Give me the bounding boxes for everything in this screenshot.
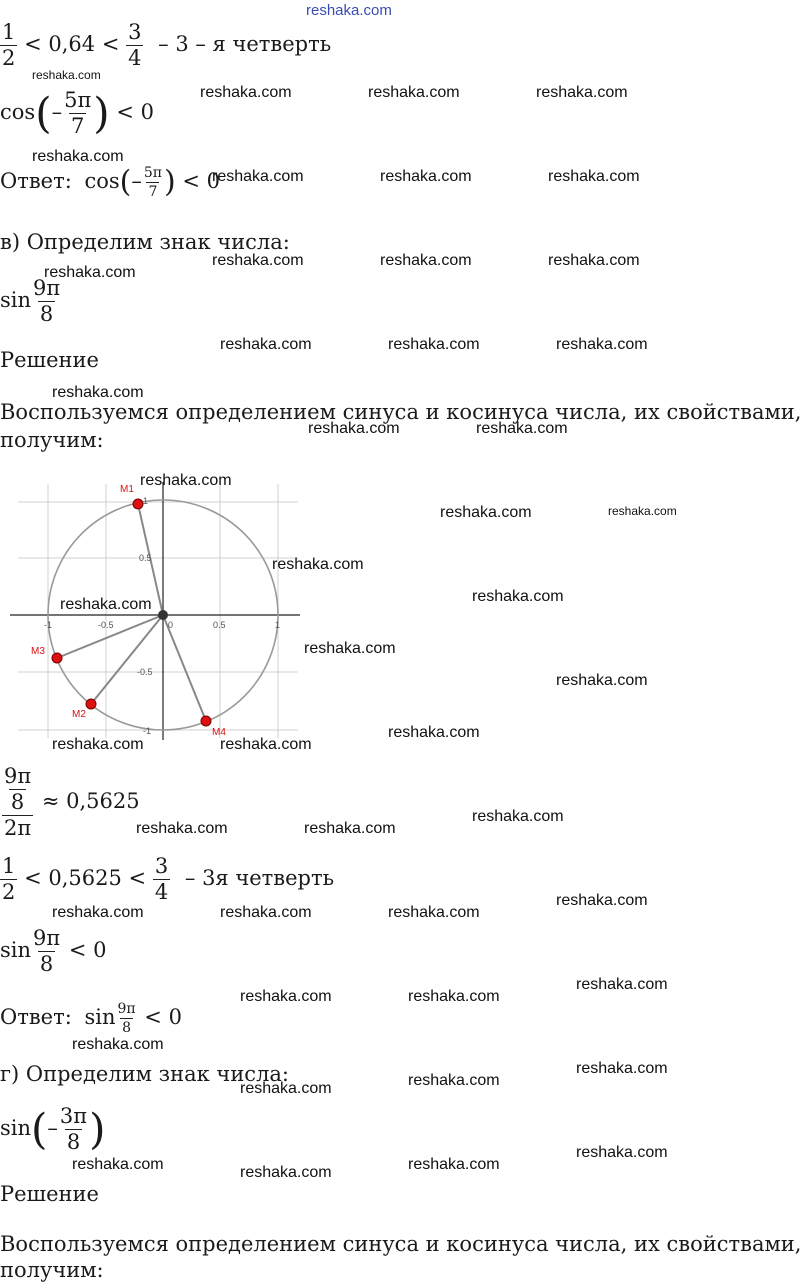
watermark: reshaka.com bbox=[380, 252, 472, 269]
watermark: reshaka.com bbox=[140, 472, 232, 489]
sin-9pi-8: sin $\frac{9\pi}{8}$ bbox=[0, 276, 61, 326]
point-m2 bbox=[86, 699, 96, 709]
watermark: reshaka.com bbox=[408, 1072, 500, 1089]
solution-label-2: Решение bbox=[0, 1182, 99, 1206]
answer-2: Ответ: sin $\frac{9\pi}{8}$ < 0 bbox=[0, 1001, 182, 1036]
ratio-formula: $\frac{\frac{9\pi}{8}}{2\pi}$ ≈ 0,5625 bbox=[4, 764, 140, 840]
watermark: reshaka.com bbox=[308, 420, 400, 437]
label-m4: M4 bbox=[212, 727, 226, 738]
inequality-05625: $\frac{1}{2}$ < 0,5625 < $\frac{3}{4}$ – 3я четверть bbox=[2, 854, 335, 904]
watermark: reshaka.com bbox=[44, 264, 136, 281]
answer-1: Ответ: cos(– $\frac{5\pi}{7}$ ) < 0 bbox=[0, 164, 221, 200]
watermark: reshaka.com bbox=[60, 596, 152, 613]
watermark: reshaka.com bbox=[548, 252, 640, 269]
watermark: reshaka.com bbox=[72, 1036, 164, 1053]
cos-inequality: cos(– $\frac{5\pi}{7}$ ) < 0 bbox=[0, 88, 154, 138]
watermark: reshaka.com bbox=[220, 736, 312, 753]
point-m4 bbox=[201, 716, 211, 726]
tick-x-neg05: -0.5 bbox=[98, 620, 114, 630]
sin-inequality: sin $\frac{9\pi}{8}$ < 0 bbox=[0, 926, 107, 976]
unit-circle-graph bbox=[0, 476, 305, 746]
watermark: reshaka.com bbox=[304, 640, 396, 657]
watermark: reshaka.com bbox=[576, 976, 668, 993]
tick-x-0: 0 bbox=[168, 620, 174, 630]
part-v-heading: в) Определим знак числа: bbox=[0, 230, 290, 254]
tick-y-1: 1 bbox=[143, 496, 149, 506]
watermark: reshaka.com bbox=[556, 892, 648, 909]
tick-x-1: 1 bbox=[275, 620, 281, 630]
watermark: reshaka.com bbox=[240, 1164, 332, 1181]
tick-x-05: 0.5 bbox=[213, 620, 226, 630]
watermark: reshaka.com bbox=[240, 988, 332, 1005]
solution-label: Решение bbox=[0, 348, 99, 372]
watermark: reshaka.com bbox=[212, 168, 304, 185]
graph-axes bbox=[10, 482, 300, 740]
label-m1: M1 bbox=[120, 484, 134, 495]
watermark: reshaka.com bbox=[608, 504, 677, 518]
watermark: reshaka.com bbox=[556, 672, 648, 689]
intro-text-line-2: получим: bbox=[0, 428, 104, 452]
intro-text-line-1: Воспользуемся определением синуса и косинуса числа, их свойствами, bbox=[0, 400, 801, 424]
fraction-one-half: $\frac{1}{2}$ bbox=[2, 20, 16, 70]
watermark: reshaka.com bbox=[136, 820, 228, 837]
watermark: reshaka.com bbox=[472, 808, 564, 825]
watermark: reshaka.com bbox=[548, 168, 640, 185]
watermark: reshaka.com bbox=[472, 588, 564, 605]
point-m3 bbox=[52, 653, 62, 663]
watermark: reshaka.com bbox=[556, 336, 648, 353]
label-m2: M2 bbox=[72, 709, 86, 720]
watermark: reshaka.com bbox=[304, 820, 396, 837]
tick-y-neg05: -0.5 bbox=[137, 667, 153, 677]
fraction-three-quarters: $\frac{3}{4}$ bbox=[128, 20, 142, 70]
watermark: reshaka.com bbox=[52, 384, 144, 401]
watermark: reshaka.com bbox=[32, 148, 124, 165]
watermark: reshaka.com bbox=[576, 1144, 668, 1161]
watermark: reshaka.com bbox=[388, 336, 480, 353]
origin-point bbox=[158, 610, 168, 620]
site-header-watermark: reshaka.com bbox=[306, 2, 392, 19]
watermark: reshaka.com bbox=[408, 1156, 500, 1173]
tick-x-neg1: -1 bbox=[44, 620, 53, 630]
watermark: reshaka.com bbox=[380, 168, 472, 185]
watermark: reshaka.com bbox=[212, 252, 304, 269]
watermark: reshaka.com bbox=[408, 988, 500, 1005]
watermark: reshaka.com bbox=[200, 84, 292, 101]
watermark: reshaka.com bbox=[32, 68, 101, 82]
intro-text-line-3: Воспользуемся определением синуса и косинуса числа, их свойствами, bbox=[0, 1232, 801, 1256]
intro-text-line-4: получим: bbox=[0, 1258, 104, 1282]
watermark: reshaka.com bbox=[220, 904, 312, 921]
watermark: reshaka.com bbox=[440, 504, 532, 521]
inequality-064: $\frac{1}{2}$ < 0,64 < $\frac{3}{4}$ – 3 – я четверть bbox=[2, 20, 332, 70]
watermark: reshaka.com bbox=[72, 1156, 164, 1173]
watermark: reshaka.com bbox=[476, 420, 568, 437]
watermark: reshaka.com bbox=[388, 904, 480, 921]
watermark: reshaka.com bbox=[388, 724, 480, 741]
watermark: reshaka.com bbox=[220, 336, 312, 353]
part-g-heading: г) Определим знак числа: bbox=[0, 1062, 290, 1086]
watermark: reshaka.com bbox=[272, 556, 364, 573]
sin-neg-3pi-8: sin(– $\frac{3\pi}{8}$ ) bbox=[0, 1104, 106, 1154]
point-m1 bbox=[133, 499, 143, 509]
watermark: reshaka.com bbox=[240, 1080, 332, 1097]
watermark: reshaka.com bbox=[52, 904, 144, 921]
watermark: reshaka.com bbox=[368, 84, 460, 101]
watermark: reshaka.com bbox=[576, 1060, 668, 1077]
tick-y-05: 0.5 bbox=[139, 553, 152, 563]
watermark: reshaka.com bbox=[52, 736, 144, 753]
label-m3: M3 bbox=[31, 646, 45, 657]
tick-y-neg1: -1 bbox=[143, 726, 152, 736]
watermark: reshaka.com bbox=[536, 84, 628, 101]
